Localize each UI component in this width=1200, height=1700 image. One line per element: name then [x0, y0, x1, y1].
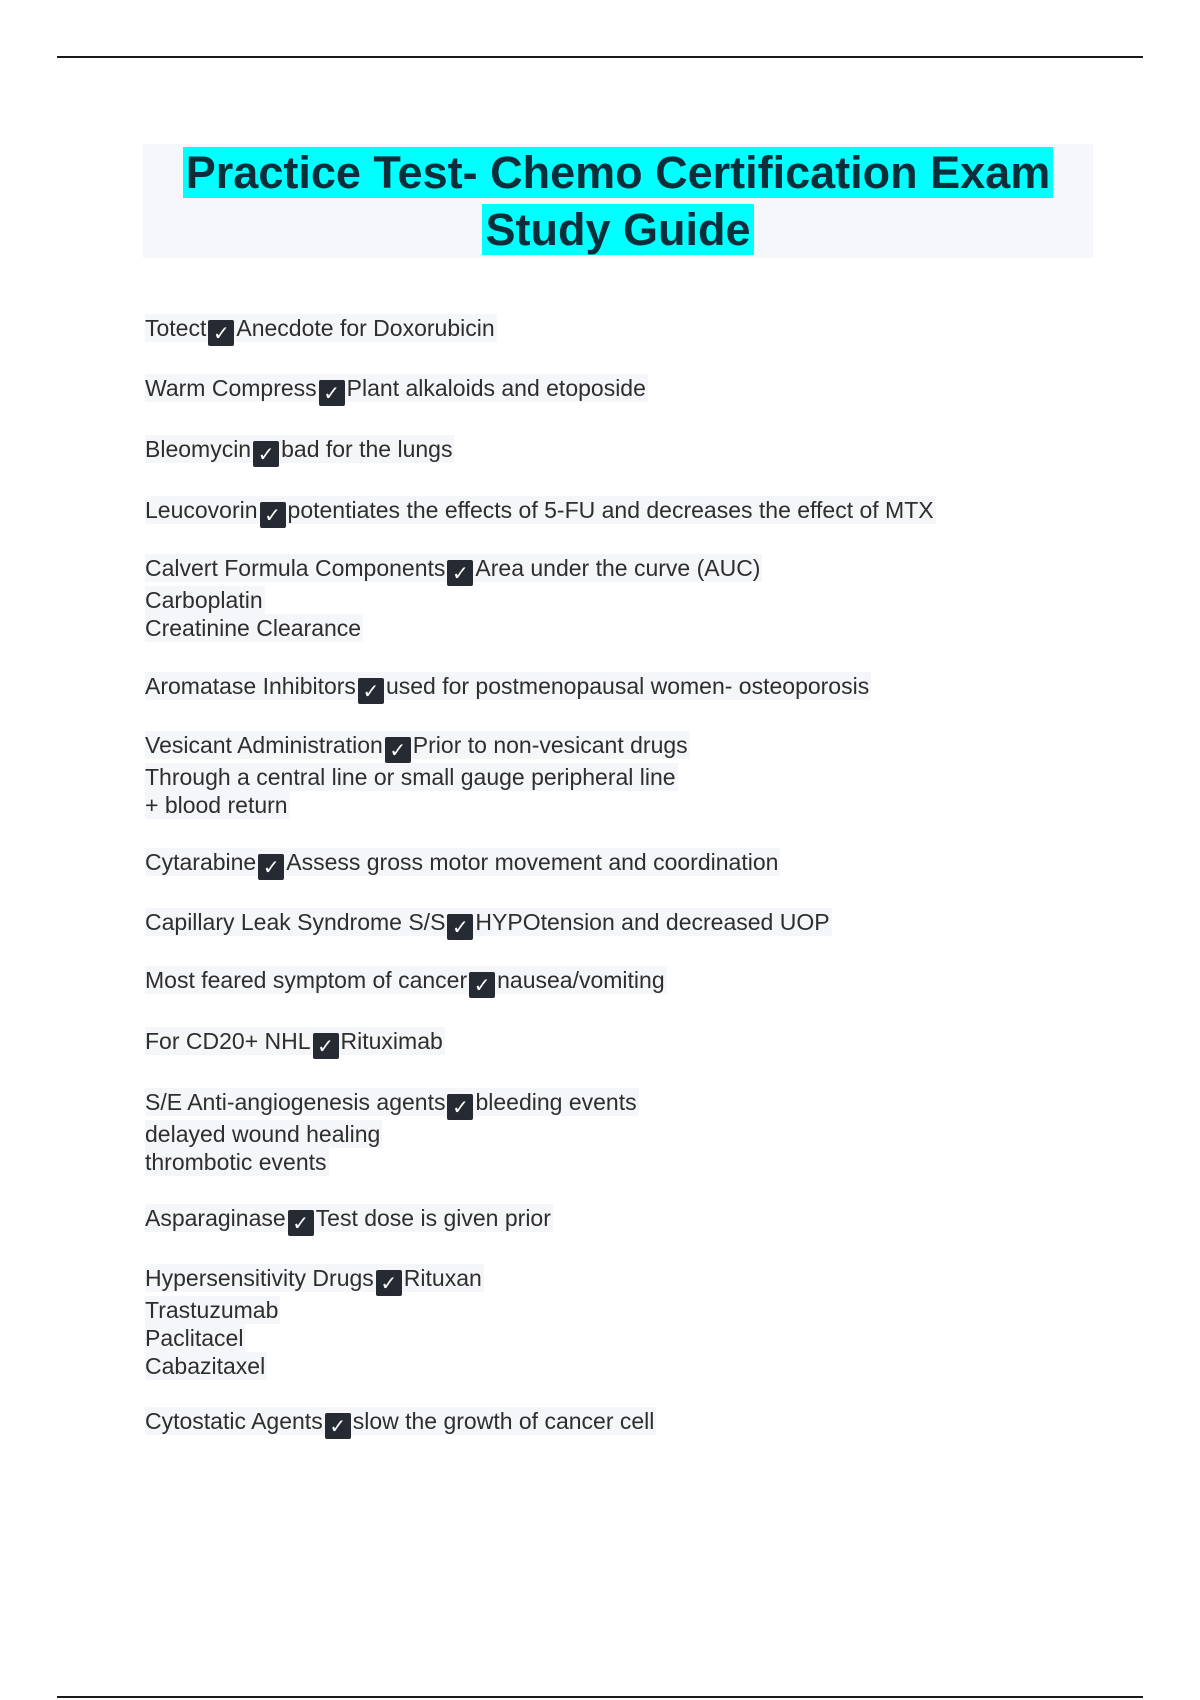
flashcard-term: Cytarabine: [145, 849, 257, 875]
flashcard-term: Warm Compress: [145, 375, 317, 401]
flashcard-highlight: [145, 435, 454, 466]
flashcard-highlight: [145, 848, 780, 879]
flashcard-first-line: [145, 374, 648, 406]
flashcard-entry: [145, 1088, 639, 1176]
flashcard-highlight: [145, 554, 762, 585]
flashcard-entry: [145, 374, 648, 406]
flashcard-answer: potentiates the effects of 5-FU and decreases the effect of MTX: [287, 497, 934, 523]
flashcard-entry: [145, 554, 762, 642]
flashcard-entry: [145, 1264, 484, 1380]
flashcard-highlight: [145, 1264, 484, 1295]
flashcard-answer-line: [145, 1296, 484, 1324]
flashcard-highlight: [145, 1204, 553, 1235]
flashcard-answer-line: [145, 1148, 639, 1176]
flashcard-entry: [145, 966, 667, 998]
flashcard-first-line: [145, 435, 454, 467]
flashcard-answer: nausea/vomiting: [497, 967, 665, 993]
flashcard-answer-text: Paclitacel: [145, 1325, 244, 1351]
flashcard-first-line: [145, 1204, 553, 1236]
checkmark-box-icon: ✓: [325, 1413, 351, 1439]
flashcard-answer-text: delayed wound healing: [145, 1121, 381, 1147]
flashcard-answer: Test dose is given prior: [315, 1205, 551, 1231]
checkmark-box-icon: ✓: [376, 1270, 402, 1296]
flashcard-term: Asparaginase: [145, 1205, 286, 1231]
checkmark-box-icon: ✓: [385, 737, 411, 763]
checkmark-box-icon: ✓: [260, 502, 286, 528]
flashcard-entry: [145, 908, 832, 940]
flashcard-entry: [145, 435, 454, 467]
flashcard-highlight: [145, 496, 936, 527]
flashcard-entry: [145, 314, 497, 346]
checkmark-box-icon: ✓: [258, 854, 284, 880]
flashcard-first-line: [145, 496, 936, 528]
flashcard-answer-text: Creatinine Clearance: [145, 615, 362, 641]
title-line-2: Study Guide: [143, 201, 1093, 258]
flashcard-first-line: [145, 1264, 484, 1296]
flashcard-answer-text: Trastuzumab: [145, 1297, 279, 1323]
flashcard-term: Vesicant Administration: [145, 732, 383, 758]
flashcard-highlight: [145, 1407, 656, 1438]
flashcard-highlight: [145, 314, 497, 345]
flashcard-term: Aromatase Inhibitors: [145, 673, 356, 699]
checkmark-box-icon: ✓: [447, 1094, 473, 1120]
flashcard-term: Totect: [145, 315, 207, 341]
checkmark-box-icon: ✓: [447, 560, 473, 586]
flashcard-first-line: [145, 848, 780, 880]
flashcard-answer: Anecdote for Doxorubicin: [236, 315, 495, 341]
checkmark-box-icon: ✓: [358, 678, 384, 704]
checkmark-box-icon: ✓: [208, 320, 234, 346]
flashcard-highlight: [145, 731, 690, 762]
flashcard-highlight: [145, 1027, 445, 1058]
flashcard-answer-text: + blood return: [145, 792, 288, 818]
flashcard-first-line: [145, 1088, 639, 1120]
flashcard-answer-line: [145, 763, 690, 791]
document-title: [143, 144, 1093, 258]
flashcard-answer: HYPOtension and decreased UOP: [475, 909, 830, 935]
flashcard-answer: Rituximab: [340, 1028, 443, 1054]
flashcard-term: Capillary Leak Syndrome S/S: [145, 909, 446, 935]
checkmark-box-icon: ✓: [469, 972, 495, 998]
flashcard-answer: bleeding events: [475, 1089, 637, 1115]
flashcard-answer-line: [145, 1120, 639, 1148]
flashcard-answer-text: Through a central line or small gauge peripheral line: [145, 764, 676, 790]
checkmark-box-icon: ✓: [253, 441, 279, 467]
flashcard-entry: [145, 672, 871, 704]
flashcard-first-line: [145, 908, 832, 940]
flashcard-first-line: [145, 314, 497, 346]
checkmark-box-icon: ✓: [313, 1033, 339, 1059]
checkmark-box-icon: ✓: [447, 914, 473, 940]
flashcard-answer: Assess gross motor movement and coordination: [286, 849, 779, 875]
flashcard-term: Cytostatic Agents: [145, 1408, 323, 1434]
flashcard-answer: Plant alkaloids and etoposide: [346, 375, 646, 401]
flashcard-highlight: [145, 672, 871, 703]
flashcard-entry: [145, 496, 936, 528]
flashcard-answer-line: [145, 1324, 484, 1352]
flashcard-answer: Area under the curve (AUC): [475, 555, 761, 581]
flashcard-first-line: [145, 966, 667, 998]
flashcard-first-line: [145, 1027, 445, 1059]
flashcard-term: Leucovorin: [145, 497, 258, 523]
flashcard-first-line: [145, 672, 871, 704]
flashcard-term: For CD20+ NHL: [145, 1028, 311, 1054]
flashcard-highlight: [145, 374, 648, 405]
flashcard-answer-text: thrombotic events: [145, 1149, 327, 1175]
flashcard-answer: used for postmenopausal women- osteoporosis: [385, 673, 870, 699]
flashcard-answer-line: [145, 586, 762, 614]
flashcard-term: S/E Anti-angiogenesis agents: [145, 1089, 446, 1115]
flashcard-term: Bleomycin: [145, 436, 252, 462]
flashcard-term: Most feared symptom of cancer: [145, 967, 468, 993]
flashcard-answer: slow the growth of cancer cell: [352, 1408, 655, 1434]
flashcard-first-line: [145, 554, 762, 586]
top-rule: [57, 56, 1143, 58]
flashcard-highlight: [145, 1088, 639, 1119]
flashcard-entry: [145, 1204, 553, 1236]
flashcard-highlight: [145, 908, 832, 939]
flashcard-answer-text: Cabazitaxel: [145, 1353, 266, 1379]
flashcard-answer: Rituxan: [403, 1265, 482, 1291]
flashcard-answer-line: [145, 791, 690, 819]
flashcard-answer: Prior to non-vesicant drugs: [412, 732, 688, 758]
flashcard-entry: [145, 731, 690, 819]
flashcard-highlight: [145, 966, 667, 997]
title-line-1: Practice Test- Chemo Certification Exam: [143, 144, 1093, 201]
flashcard-entry: [145, 1027, 445, 1059]
flashcard-entry: [145, 848, 780, 880]
flashcard-answer-text: Carboplatin: [145, 587, 263, 613]
checkmark-box-icon: ✓: [288, 1210, 314, 1236]
checkmark-box-icon: ✓: [319, 380, 345, 406]
bottom-rule: [57, 1696, 1143, 1698]
flashcard-entry: [145, 1407, 656, 1439]
flashcard-term: Calvert Formula Components: [145, 555, 446, 581]
flashcard-answer: bad for the lungs: [281, 436, 453, 462]
flashcard-answer-line: [145, 614, 762, 642]
flashcard-first-line: [145, 731, 690, 763]
flashcard-answer-line: [145, 1352, 484, 1380]
flashcard-term: Hypersensitivity Drugs: [145, 1265, 374, 1291]
flashcard-first-line: [145, 1407, 656, 1439]
